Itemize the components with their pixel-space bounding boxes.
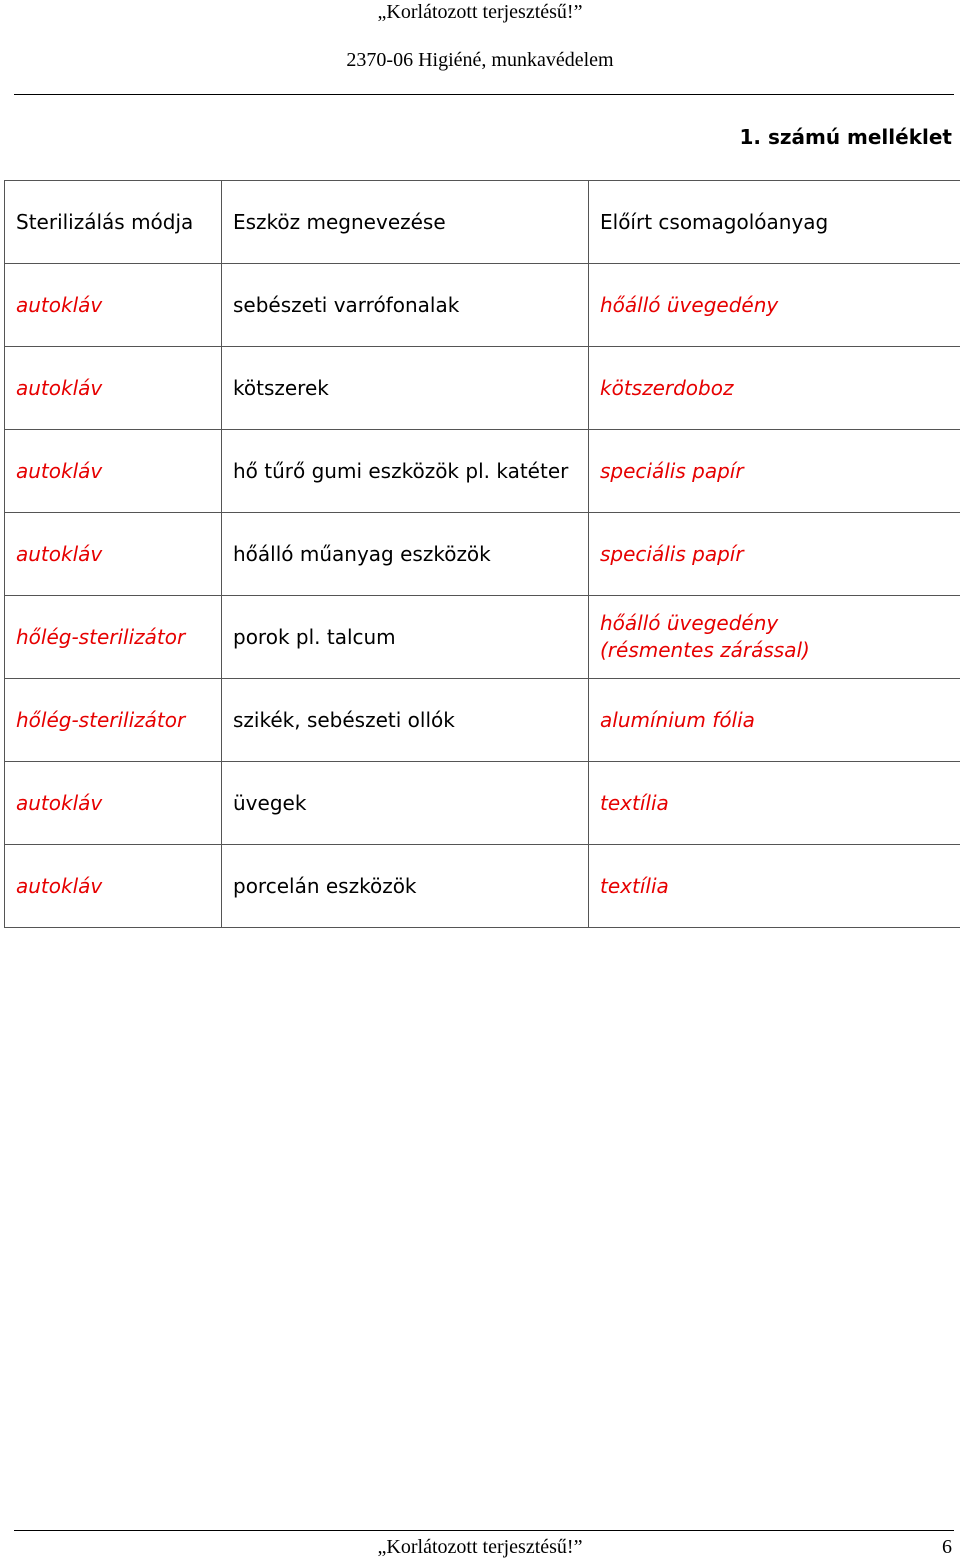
cell-method: autokláv [5,430,222,513]
cell-method: hőlég-sterilizátor [5,596,222,679]
table-row [5,430,960,513]
table-row [5,347,960,430]
header-cell-packaging: Előírt csomagolóanyag [589,181,960,264]
table-row [5,596,960,679]
table-row [5,264,960,347]
cell-method: autokláv [5,513,222,596]
cell-tool: üvegek [222,762,589,845]
restriction-notice-footer: „Korlátozott terjesztésű!” [377,1536,583,1558]
cell-tool: szikék, sebészeti ollók [222,679,589,762]
cell-packaging: textília [589,762,960,845]
cell-tool: sebészeti varrófonalak [222,264,589,347]
cell-method: hőlég-sterilizátor [5,679,222,762]
cell-packaging: textília [589,845,960,928]
table-header-row [5,181,960,264]
restriction-notice-header: „Korlátozott terjesztésű!” [377,1,583,23]
cell-method: autokláv [5,347,222,430]
annex-title: 1. számú melléklet [739,125,952,149]
header-divider [14,94,954,95]
table-row [5,513,960,596]
cell-packaging: hőálló üvegedény [589,264,960,347]
cell-method: autokláv [5,762,222,845]
cell-tool: porcelán eszközök [222,845,589,928]
page-number: 6 [942,1536,952,1558]
cell-packaging: speciális papír [589,513,960,596]
table-row [5,679,960,762]
cell-packaging: speciális papír [589,430,960,513]
cell-tool: kötszerek [222,347,589,430]
module-title: 2370-06 Higiéné, munkavédelem [346,49,614,71]
cell-packaging: hőálló üvegedény (résmentes zárással) [589,596,960,679]
cell-method: autokláv [5,845,222,928]
header-cell-method: Sterilizálás módja [5,181,222,264]
header-cell-tool: Eszköz megnevezése [222,181,589,264]
cell-tool: hő tűrő gumi eszközök pl. katéter [222,430,589,513]
cell-method: autokláv [5,264,222,347]
sterilization-table [4,180,960,928]
cell-tool: porok pl. talcum [222,596,589,679]
cell-packaging: kötszerdoboz [589,347,960,430]
cell-tool: hőálló műanyag eszközök [222,513,589,596]
table-row [5,762,960,845]
cell-packaging: alumínium fólia [589,679,960,762]
footer-divider [14,1530,954,1531]
table-row [5,845,960,928]
